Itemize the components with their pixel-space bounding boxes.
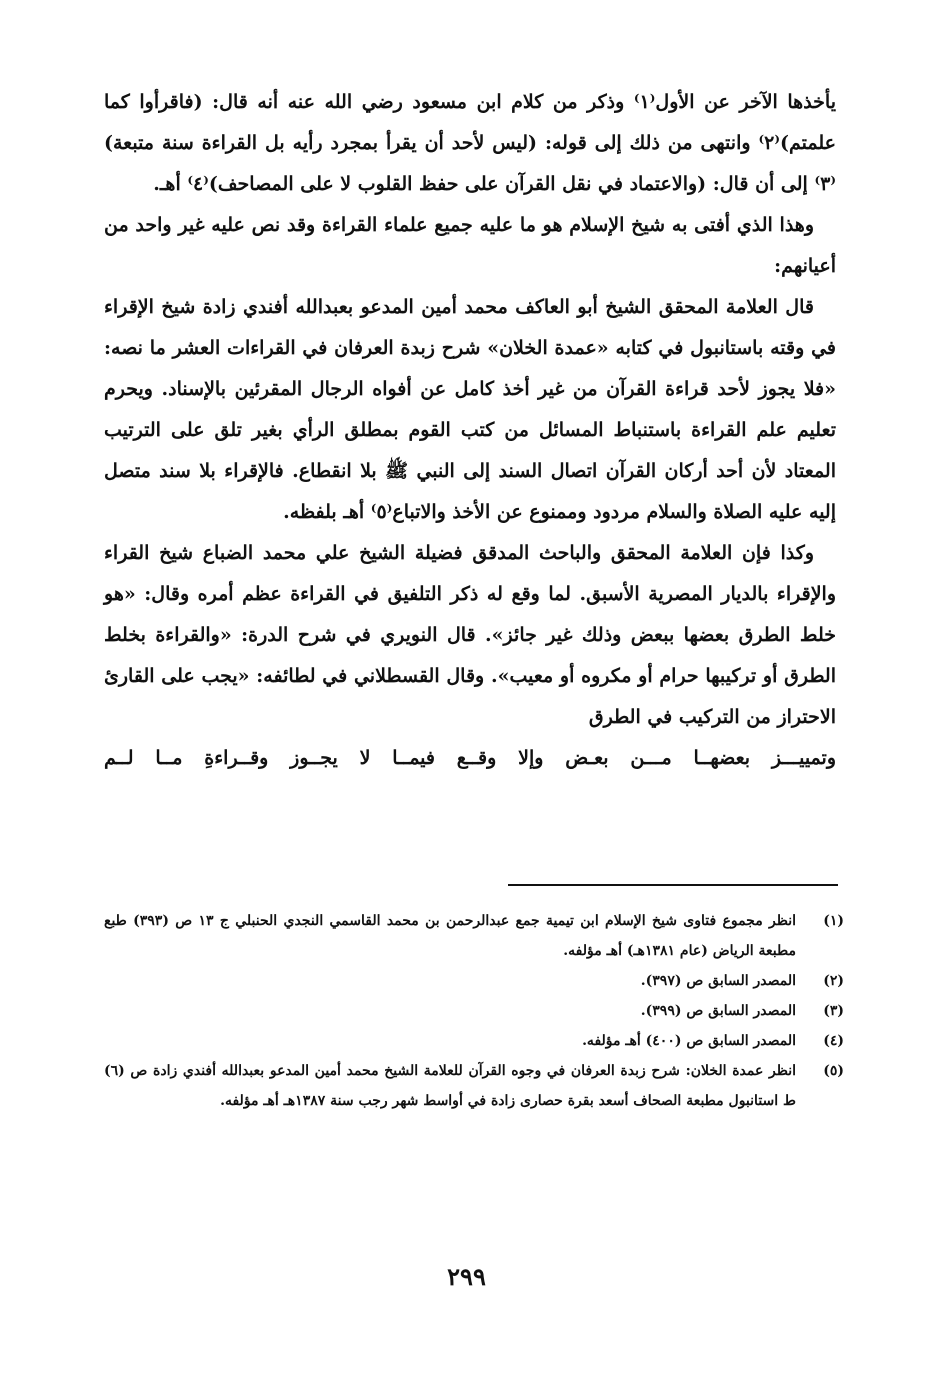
footnote-number: (٤)	[823, 1033, 844, 1049]
footnote-separator	[508, 884, 838, 886]
footnote-text: المصدر السابق ص (٣٩٩).	[640, 1003, 796, 1019]
footnotes	[104, 906, 844, 1116]
footnote-4	[104, 1026, 844, 1056]
paragraph-3: قال العلامة المحقق الشيخ أبو العاكف محمد أمين المدعو بعبدالله أفندي زادة شيخ الإقراء في وقته باستانبول في كتابه «عمدة الخلان» شرح زبدة العرفان في القراءات العشر ما نصه: «فلا يجوز لأحد قراءة القرآن من غير أخذ كامل عن أفواه الرجال المقرئين بالإسناد. ويحرم تعليم علم القراءة باستنباط المسائل من كتب القوم بمطلق الرأي بغير تلق على الترتيب المعتاد لأن أحد أركان القرآن اتصال السند إلى النبي ﷺ بلا انقطاع. فالإقراء بلا سند متصل إليه عليه الصلاة والسلام مردود وممنوع عن الأخذ والاتباع⁽٥⁾ أهـ بلفظه.	[104, 296, 837, 523]
footnote-5	[104, 1056, 844, 1116]
footnote-text: المصدر السابق ص (٣٩٧).	[640, 973, 796, 989]
footnote-text: المصدر السابق ص (٤٠٠) أهـ مؤلفه.	[582, 1033, 796, 1049]
footnote-number: (٢)	[823, 973, 844, 989]
footnote-number: (٣)	[823, 1003, 844, 1019]
footnote-number: (١)	[823, 913, 844, 929]
paragraph-4: وكذا فإن العلامة المحقق والباحث المدقق فضيلة الشيخ علي محمد الضباع شيخ القراء والإقراء بالديار المصرية الأسبق. لما وقع له ذكر التلفيق في القراءة عظم أمره وقال: «هو خلط الطرق بعضها ببعض وذلك غير جائز». قال النويري في شرح الدرة: «والقراءة بخلط الطرق أو تركيبها حرام أو مكروه أو معيب». وقال القسطلاني في لطائفه: «يجب على القارئ الاحتراز من التركيب في الطرق	[104, 542, 836, 728]
main-text	[104, 82, 836, 779]
footnote-2	[104, 966, 844, 996]
page-number: ٢٩٩	[447, 1262, 486, 1291]
paragraph-4-continuation: وتمييـــز بعضهــا مـــن بعـض وإلا وقــع فيمــا لا يجــوز وقــراءةِ مــا لــم	[104, 747, 836, 769]
footnote-number: (٥)	[823, 1063, 844, 1079]
paragraph-2: وهذا الذي أفتى به شيخ الإسلام هو ما عليه جميع علماء القراءة وقد نص عليه غير واحد من أعيانهم:	[104, 214, 836, 277]
paragraph-1: يأخذها الآخر عن الأول⁽١⁾ وذكر من كلام ابن مسعود رضي الله عنه أنه قال: (فاقرأوا كما علمتم)⁽٢⁾ وانتهى من ذلك إلى قوله: (ليس لأحد أن يقرأ بمجرد رأيه بل القراءة سنة متبعة)⁽٣⁾ إلى أن قال: (والاعتماد في نقل القرآن على حفظ القلوب لا على المصاحف)⁽٤⁾ أهـ.	[104, 91, 836, 195]
footnote-text: انظر مجموع فتاوى شيخ الإسلام ابن تيمية جمع عبدالرحمن بن محمد القاسمي النجدي الحنبلي ج ١٣ ص (٣٩٣) طبع مطبعة الرياض (عام ١٣٨١هـ) أهـ مؤلفه.	[104, 913, 796, 959]
footnote-text: انظر عمدة الخلان: شرح زبدة العرفان في وجوه القرآن للعلامة الشيخ محمد أمين المدعو بعبدالله أفندي زادة ص (٦) ط استانبول مطبعة الصحاف أسعد بقرة حصارى زادة في أواسط شهر رجب سنة ١٣٨٧هـ أهـ مؤلفه.	[104, 1063, 796, 1109]
footnote-3	[104, 996, 844, 1026]
footnote-1	[104, 906, 844, 966]
